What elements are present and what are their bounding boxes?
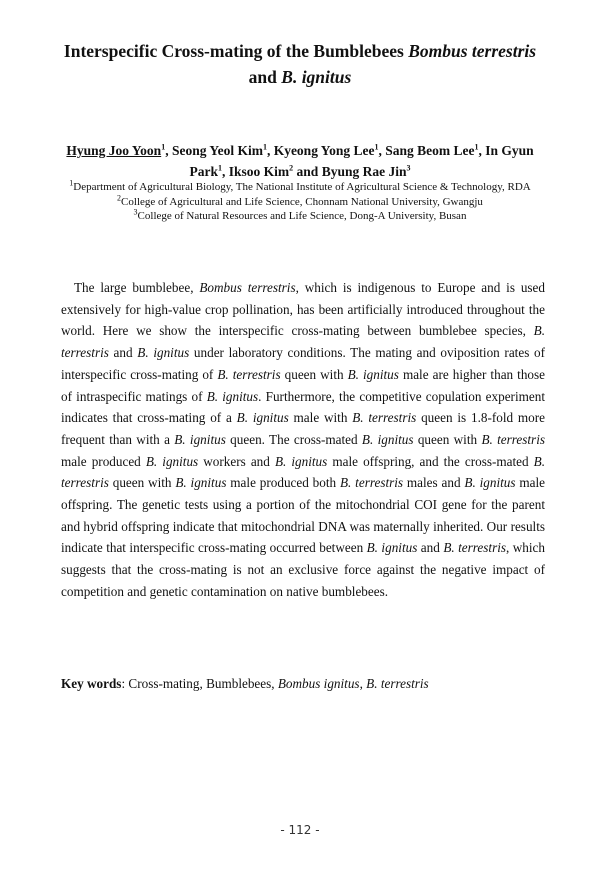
keyword-species: B. terrestris	[366, 676, 429, 691]
title-line2-italic: B. ignitus	[281, 67, 352, 87]
abstract-text: under laboratory conditions. The mating and oviposition rates of interspecific cross-mating of	[61, 345, 545, 382]
species-name: B. terrestris	[481, 431, 545, 447]
author-affil-mark: 2	[289, 163, 294, 173]
affiliation-text: College of Agricultural and Life Science, Chonnam National University, Gwangju	[121, 195, 483, 208]
affiliation-item	[60, 192, 540, 210]
abstract-text: queen. The cross-mated	[225, 431, 362, 447]
author-separator: ,	[266, 143, 274, 158]
species-name: B. terrestris	[352, 410, 417, 426]
species-name: B. ignitus	[174, 431, 226, 447]
species-name: B. ignitus	[137, 345, 190, 361]
abstract-text: and	[417, 540, 444, 556]
author-affil-mark: 3	[406, 163, 411, 173]
abstract-text: male offspring, and the cross-mated	[327, 453, 534, 469]
abstract-text: , which is indigenous to Europe and is used extensively for high-value crop pollination, has been artificially introduced throughout the world. Here we show the interspecific cross-mating between bumblebee species,	[61, 280, 546, 339]
species-name: B. ignitus	[464, 475, 516, 491]
keyword-species: Bombus ignitus	[277, 676, 360, 691]
species-name: B. terrestris	[61, 323, 545, 361]
author-list	[60, 140, 540, 182]
author-affil-mark: 1	[474, 142, 479, 152]
abstract-text: male produced both	[226, 475, 340, 491]
abstract-text: and	[108, 345, 138, 361]
species-name: B. ignitus	[145, 453, 199, 469]
abstract-text: queen with	[108, 475, 176, 491]
abstract-text: . Furthermore, the competitive copulation experiment indicates that cross-mating of a	[61, 388, 545, 426]
abstract-text: workers and	[198, 453, 275, 469]
author-affil-mark: 1	[161, 142, 166, 152]
author-name: Hyung Joo Yoon	[66, 143, 162, 158]
abstract-text: male offspring. The genetic tests using a portion of the mitochondrial COI gene for the parent and hybrid offspring indicate that mitochondrial DNA was maternally inherited. Our results indicate that interspecific cross-mating occurred between	[61, 475, 545, 556]
species-name: Bombus terrestris	[199, 280, 296, 295]
author-affil-mark: 1	[374, 142, 379, 152]
keyword-separator: ,	[359, 676, 367, 691]
abstract-text: queen with	[413, 431, 482, 447]
author-name: Sang Beom Lee	[385, 143, 475, 158]
affiliation-mark: 2	[117, 192, 122, 202]
abstract-text: male produced	[61, 453, 146, 469]
keywords-label: Key words	[61, 676, 122, 691]
author-name: Kyeong Yong Lee	[273, 143, 375, 158]
author-name: Seong Yeol Kim	[171, 143, 263, 158]
affiliation-list	[60, 180, 540, 224]
abstract-text: male are higher than those of intraspecific matings of	[61, 366, 545, 404]
species-name: B. ignitus	[206, 388, 259, 404]
affiliation-mark: 1	[69, 178, 74, 188]
affiliation-item	[60, 209, 540, 224]
title-line1-plain: Interspecific Cross-mating of the Bumblebees	[63, 41, 409, 61]
abstract-text: , which suggests that the cross-mating is not an exclusive force against the negative impact of competition and genetic contamination on native bumblebees.	[61, 540, 545, 599]
species-name: B. ignitus	[361, 431, 414, 447]
title-line1-italic: Bombus terrestris	[408, 41, 537, 61]
affiliation-item	[60, 180, 540, 195]
abstract-text: males and	[403, 475, 465, 491]
abstract-paragraph	[61, 277, 545, 603]
author-name: In Gyun Park	[189, 143, 534, 179]
species-name: B. ignitus	[175, 475, 227, 491]
abstract-text: The large bumblebee,	[74, 280, 200, 295]
species-name: B. terrestris	[217, 366, 281, 382]
author-separator: ,	[165, 143, 172, 158]
keyword-text: Cross-mating, Bumblebees,	[128, 676, 278, 691]
title-line2-plain: and	[248, 67, 282, 87]
keywords-line	[61, 674, 545, 694]
abstract-text: queen is 1.8-fold more frequent than with a	[61, 410, 545, 447]
species-name: B. terrestris	[61, 453, 546, 491]
affiliation-text: Department of Agricultural Biology, The National Institute of Agricultural Science & Technology, RDA	[73, 181, 531, 193]
author-affil-mark: 1	[262, 142, 267, 152]
species-name: B. terrestris	[339, 475, 404, 491]
species-name: B. terrestris	[443, 540, 506, 556]
page-number: - 112 -	[280, 823, 320, 837]
affiliation-mark: 3	[133, 207, 138, 217]
author-separator: ,	[378, 143, 386, 158]
author-separator: and	[293, 164, 322, 179]
abstract-text: male with	[288, 410, 353, 426]
author-affil-mark: 1	[218, 163, 223, 173]
keywords-colon: :	[121, 676, 129, 691]
author-name: Iksoo Kim	[228, 164, 290, 179]
species-name: B. ignitus	[236, 410, 289, 426]
author-separator: ,	[478, 143, 486, 158]
species-name: B. ignitus	[347, 366, 399, 382]
affiliation-text: College of Natural Resources and Life Science, Dong-A University, Busan	[137, 210, 467, 222]
paper-title	[40, 38, 560, 90]
species-name: B. ignitus	[274, 453, 328, 469]
author-name: Byung Rae Jin	[321, 164, 407, 179]
author-separator: ,	[222, 164, 229, 179]
abstract-text: queen with	[280, 366, 348, 382]
species-name: B. ignitus	[366, 540, 418, 556]
